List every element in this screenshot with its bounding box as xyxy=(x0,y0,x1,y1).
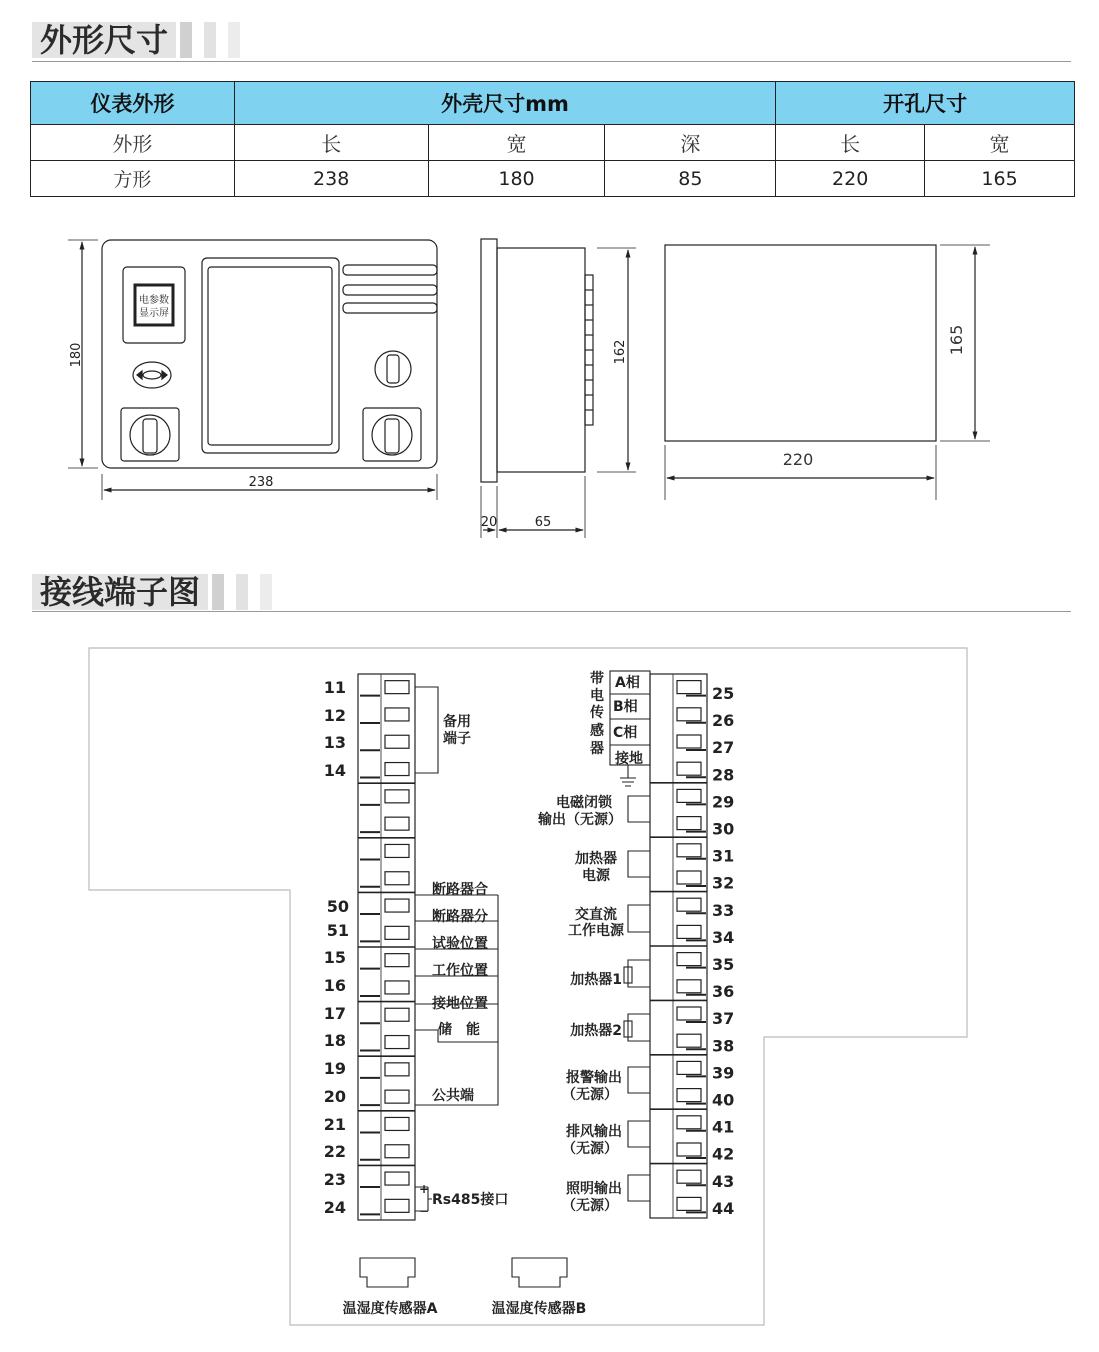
group-label: （无源） xyxy=(562,1198,618,1214)
terminal-screw xyxy=(677,953,701,966)
terminal-number: 25 xyxy=(712,684,735,703)
right-terminal-strip xyxy=(650,674,707,1218)
terminal-number: 21 xyxy=(323,1115,346,1134)
terminal-screw xyxy=(385,1063,409,1076)
phase-label: 接地 xyxy=(615,751,643,767)
phase-label: B相 xyxy=(613,699,638,715)
terminal-number: 11 xyxy=(323,678,346,697)
terminal-number: 41 xyxy=(712,1117,735,1137)
screen-label: 电参数 xyxy=(139,295,169,306)
terminal-number: 27 xyxy=(712,738,735,758)
sensor-title-char: 带 xyxy=(590,671,604,687)
terminal-screw xyxy=(677,1007,701,1020)
dim-label: 162 xyxy=(613,339,628,365)
sensor-title-char: 感 xyxy=(590,723,604,739)
subheader-cell: 外形 xyxy=(31,125,235,161)
terminal-screw xyxy=(385,708,409,721)
terminal-screw xyxy=(385,1145,409,1158)
terminal-screw xyxy=(677,762,701,775)
signal-label: 试验位置 xyxy=(432,936,488,952)
terminal-screw xyxy=(677,1143,701,1156)
terminal-screw xyxy=(385,926,409,939)
signal-label: 接地位置 xyxy=(432,996,488,1012)
terminal-number: 42 xyxy=(712,1144,735,1164)
dim-label: 65 xyxy=(534,515,552,530)
sensor-label: 温湿度传感器B xyxy=(491,1301,587,1317)
rs485-minus: − xyxy=(419,1204,430,1218)
group-label: 报警输出 xyxy=(566,1070,622,1086)
terminal-number: 22 xyxy=(323,1142,346,1161)
terminal-screw xyxy=(385,790,409,803)
terminal-number: 34 xyxy=(712,927,735,947)
terminal-screw xyxy=(677,980,701,993)
terminal-screw xyxy=(677,817,701,830)
subheader-cell: 宽 xyxy=(925,125,1075,161)
group-label: 工作电源 xyxy=(568,923,624,939)
terminal-number: 40 xyxy=(712,1090,735,1110)
terminal-number: 36 xyxy=(712,982,735,1002)
sensor-title-char: 传 xyxy=(590,705,604,721)
table-cell: 220 xyxy=(776,161,925,197)
terminal-number: 37 xyxy=(712,1009,735,1029)
header-cell: 外壳尺寸mm xyxy=(234,82,775,125)
signal-label: 公共端 xyxy=(432,1088,474,1104)
terminal-number: 19 xyxy=(323,1059,346,1078)
terminal-number: 17 xyxy=(323,1004,346,1023)
terminal-screw xyxy=(677,1061,701,1074)
terminal-screw xyxy=(385,681,409,694)
terminal-number: 43 xyxy=(712,1171,735,1191)
table-cell: 方形 xyxy=(31,161,235,197)
terminal-screw xyxy=(677,844,701,857)
left-terminal-strip xyxy=(358,674,415,1220)
signal-label: 备用 xyxy=(443,714,471,730)
subheader-cell: 宽 xyxy=(428,125,605,161)
terminal-number: 18 xyxy=(323,1031,346,1050)
group-label: 加热器1 xyxy=(570,972,622,988)
table-cell: 180 xyxy=(428,161,605,197)
group-label: （无源） xyxy=(562,1087,618,1103)
terminal-number: 20 xyxy=(323,1087,346,1106)
dim-label: 20 xyxy=(480,515,498,530)
dim-label: 180 xyxy=(69,342,84,368)
terminal-screw xyxy=(677,789,701,802)
terminal-screw xyxy=(385,981,409,994)
terminal-number: 35 xyxy=(712,955,735,974)
section-title-text: 接线端子图 xyxy=(32,574,208,610)
terminal-screw xyxy=(385,872,409,885)
terminal-number: 28 xyxy=(712,765,735,785)
rs485-plus: + xyxy=(419,1182,430,1196)
terminal-screw xyxy=(385,817,409,830)
terminal-number: 16 xyxy=(323,976,346,995)
terminal-screw xyxy=(385,735,409,748)
table-cell: 85 xyxy=(605,161,776,197)
group-label: 排风输出 xyxy=(566,1124,622,1140)
header-cell: 开孔尺寸 xyxy=(776,82,1075,125)
diagram-border xyxy=(89,648,967,1325)
dim-label: 165 xyxy=(947,324,966,356)
phase-label: A相 xyxy=(615,675,640,691)
subheader-cell: 深 xyxy=(605,125,776,161)
group-label: 加热器 xyxy=(575,851,617,867)
signal-label: 断路器合 xyxy=(432,882,488,898)
terminal-screw xyxy=(385,899,409,912)
signal-label: 储 能 xyxy=(438,1022,480,1038)
terminal-screw xyxy=(385,1008,409,1021)
terminal-screw xyxy=(385,1090,409,1103)
terminal-number: 26 xyxy=(712,711,735,731)
group-label: 加热器2 xyxy=(570,1023,622,1039)
terminal-number: 31 xyxy=(712,846,735,866)
terminal-screw xyxy=(385,763,409,776)
sensor-socket-icon xyxy=(512,1258,567,1287)
terminal-number: 32 xyxy=(712,873,735,893)
phase-label: C相 xyxy=(613,725,638,741)
terminal-number: 30 xyxy=(712,819,735,839)
terminal-number: 14 xyxy=(323,761,346,780)
group-label: 输出（无源） xyxy=(538,812,622,828)
subheader-cell: 长 xyxy=(776,125,925,161)
group-label: 电磁闭锁 xyxy=(556,795,612,811)
group-label: 电源 xyxy=(582,868,610,884)
dim-label: 220 xyxy=(782,450,814,469)
terminal-screw xyxy=(677,1089,701,1102)
table-cell: 165 xyxy=(925,161,1075,197)
terminal-screw xyxy=(677,681,701,694)
terminal-screw xyxy=(385,954,409,967)
terminal-screw xyxy=(385,1172,409,1185)
group-label: 照明输出 xyxy=(566,1181,622,1197)
table-cell: 238 xyxy=(234,161,428,197)
terminal-number: 39 xyxy=(712,1063,735,1083)
terminal-screw xyxy=(385,844,409,857)
terminal-number: 33 xyxy=(712,900,735,920)
signal-label: 工作位置 xyxy=(432,963,488,979)
terminal-screw xyxy=(677,1170,701,1183)
terminal-screw xyxy=(677,1116,701,1129)
terminal-screw xyxy=(677,1034,701,1047)
terminal-number: 24 xyxy=(323,1198,346,1217)
terminal-number: 44 xyxy=(712,1198,735,1218)
terminal-screw xyxy=(677,871,701,884)
terminal-number: 50 xyxy=(326,897,349,916)
terminal-screw xyxy=(677,925,701,938)
terminal-screw xyxy=(677,735,701,748)
group-label: 交直流 xyxy=(575,907,617,923)
terminal-number: 13 xyxy=(323,733,346,752)
dim-label: 238 xyxy=(248,475,274,490)
terminal-number: 23 xyxy=(323,1170,346,1189)
sensor-title-char: 电 xyxy=(590,688,604,704)
sensor-label: 温湿度传感器A xyxy=(342,1301,438,1317)
signal-label: 断路器分 xyxy=(432,909,488,925)
terminal-number: 29 xyxy=(712,792,735,812)
terminal-number: 12 xyxy=(323,706,346,725)
sensor-socket-icon xyxy=(360,1258,415,1287)
subheader-cell: 长 xyxy=(234,125,428,161)
signal-label: 端子 xyxy=(443,731,471,747)
terminal-number: 38 xyxy=(712,1036,735,1056)
terminal-screw xyxy=(677,898,701,911)
terminal-screw xyxy=(385,1199,409,1212)
terminal-number: 15 xyxy=(323,948,346,967)
group-label: （无源） xyxy=(562,1141,618,1157)
screen-label: 显示屏 xyxy=(139,308,169,319)
ground-icon xyxy=(620,765,636,786)
section-title-text: 外形尺寸 xyxy=(32,22,176,58)
terminal-screw xyxy=(385,1036,409,1049)
terminal-number: 51 xyxy=(326,921,349,940)
header-cell: 仪表外形 xyxy=(31,82,235,125)
terminal-screw xyxy=(677,1197,701,1210)
rs485-label: Rs485接口 xyxy=(432,1192,509,1208)
sensor-title-char: 器 xyxy=(590,741,604,757)
terminal-screw xyxy=(677,708,701,721)
terminal-screw xyxy=(385,1117,409,1130)
